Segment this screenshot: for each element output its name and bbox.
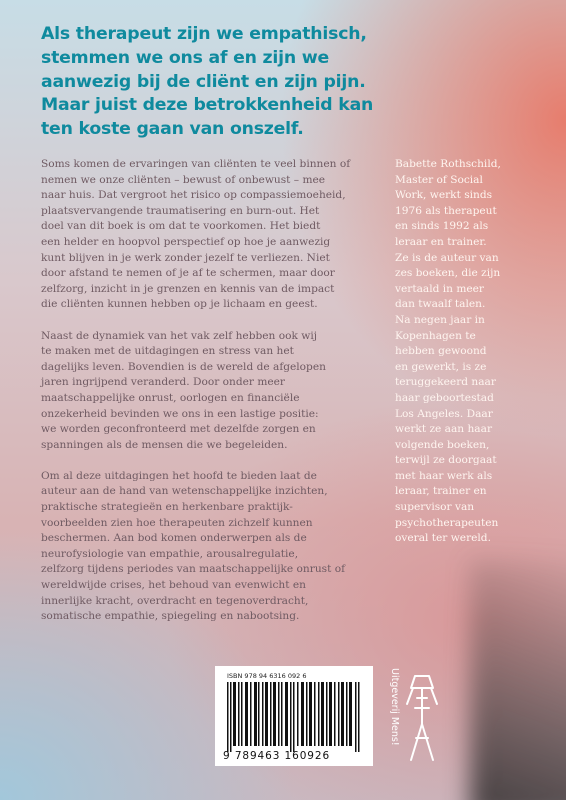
text-line: Om al deze uitdagingen het hoofd te bieden laat de xyxy=(41,469,317,482)
text-line: zelfzorg, inzicht in je grenzen en kennis van de impact xyxy=(41,282,335,295)
text-line: praktische strategieën en herkenbare praktijk- xyxy=(41,501,293,514)
bio-line: met haar werk als xyxy=(395,469,493,482)
bio-line: 1976 als therapeut xyxy=(395,204,497,217)
text-line: auteur aan de hand van wetenschappelijke inzichten, xyxy=(41,485,328,498)
bio-line: teruggekeerd naar xyxy=(395,376,496,389)
bio-line: dan twaalf talen. xyxy=(395,298,486,311)
text-line: voorbeelden zien hoe therapeuten zichzelf kunnen xyxy=(41,516,313,529)
author-bio xyxy=(395,157,555,547)
intro-line: ten koste gaan van onszelf. xyxy=(41,119,304,140)
bio-line: volgende boeken, xyxy=(395,438,490,451)
intro-line: stemmen we ons af en zijn we xyxy=(41,47,330,68)
text-line: somatische empathie, spiegeling en nabootsing. xyxy=(41,610,300,623)
bio-line: Master of Social xyxy=(395,173,483,186)
text-line: door afstand te nemen of je af te schermen, maar door xyxy=(41,267,335,280)
bio-line: leraar en trainer. xyxy=(395,235,487,248)
isbn-label: ISBN 978 94 6316 092 6 xyxy=(227,672,307,680)
text-line: die cliënten kunnen hebben op je lichaam en geest. xyxy=(41,298,318,311)
text-line: innerlijke kracht, overdracht en tegenoverdracht, xyxy=(41,594,309,607)
description-paragraph-3 xyxy=(41,469,371,625)
bio-line: leraar, trainer en xyxy=(395,485,487,498)
figure-icon xyxy=(405,672,439,764)
text-line: Soms komen de ervaringen van cliënten te veel binnen of xyxy=(41,158,351,170)
bio-line: Kopenhagen te xyxy=(395,329,476,342)
text-line: neurofysiologie van empathie, arousalregulatie, xyxy=(41,547,299,560)
text-line: te maken met de uitdagingen en stress van het xyxy=(41,345,294,358)
text-line: dagelijks leven. Bovendien is de wereld de afgelopen xyxy=(41,360,326,373)
bio-line: werkt ze aan haar xyxy=(395,423,493,436)
intro-line: aanwezig bij de cliënt en zijn pijn. xyxy=(41,71,366,92)
text-line: nemen we onze cliënten – bewust of onbewust – mee xyxy=(41,173,326,186)
text-line: doel van dit boek is om dat te voorkomen. Het biedt xyxy=(41,220,321,233)
text-line: een helder en hoopvol perspectief op hoe je aanwezig xyxy=(41,235,331,248)
text-line: maatschappelijke onrust, oorlogen en financiële xyxy=(41,391,300,404)
bio-line: overal ter wereld. xyxy=(395,532,491,545)
text-line: wereldwijde crises, het behoud van evenwicht en xyxy=(41,579,306,592)
text-line: naar huis. Dat vergroot het risico op compassiemoeheid, xyxy=(41,189,346,202)
text-line: zelfzorg tijdens periodes van maatschappelijke onrust of xyxy=(41,563,346,576)
description-paragraph-2 xyxy=(41,329,371,454)
text-line: jaren ingrijpend veranderd. Door onder meer xyxy=(41,376,285,389)
bio-line: Work, werkt sinds xyxy=(395,189,493,202)
bio-line: psychotherapeuten xyxy=(395,516,499,529)
text-line: we worden geconfronteerd met dezelfde zorgen en xyxy=(41,423,316,436)
text-line: beschermen. Aan bod komen onderwerpen als de xyxy=(41,532,307,545)
bio-line: Ze is de auteur van xyxy=(395,251,499,264)
bio-line: supervisor van xyxy=(395,501,475,514)
bio-line: hebben gewoond xyxy=(395,345,487,358)
bio-line: en sinds 1992 als xyxy=(395,220,489,233)
publisher-name: Uitgeverij Mens! xyxy=(389,668,400,746)
text-line: onzekerheid bevinden we ons in een lastige positie: xyxy=(41,407,319,420)
bio-line: Los Angeles. Daar xyxy=(395,407,493,420)
bio-line: zes boeken, die zijn xyxy=(395,267,501,280)
dark-shadow-overlay xyxy=(470,560,566,800)
bio-line: Na negen jaar in xyxy=(395,313,485,326)
barcode-bars xyxy=(227,682,361,752)
intro-line: Maar juist deze betrokkenheid kan xyxy=(41,95,374,116)
bio-line: terwijl ze doorgaat xyxy=(395,454,497,467)
barcode xyxy=(215,666,373,766)
text-line: Naast de dynamiek van het vak zelf hebben ook wij xyxy=(41,329,317,342)
description-column xyxy=(41,157,371,640)
description-paragraph-1 xyxy=(41,157,371,313)
intro-quote xyxy=(41,23,541,142)
bio-line: Babette Rothschild, xyxy=(395,158,501,170)
text-line: spanningen als de mensen die we begeleiden. xyxy=(41,438,288,451)
bio-line: vertaald in meer xyxy=(395,282,484,295)
bio-line: en gewerkt, is ze xyxy=(395,360,487,373)
text-line: kunt blijven in je werk zonder jezelf te verliezen. Niet xyxy=(41,251,330,264)
text-line: plaatsvervangende traumatisering en burn-out. Het xyxy=(41,204,320,217)
isbn-digits: 9 789463 160926 xyxy=(223,750,331,762)
intro-line: Als therapeut zijn we empathisch, xyxy=(41,24,367,44)
bio-line: haar geboortestad xyxy=(395,391,494,404)
